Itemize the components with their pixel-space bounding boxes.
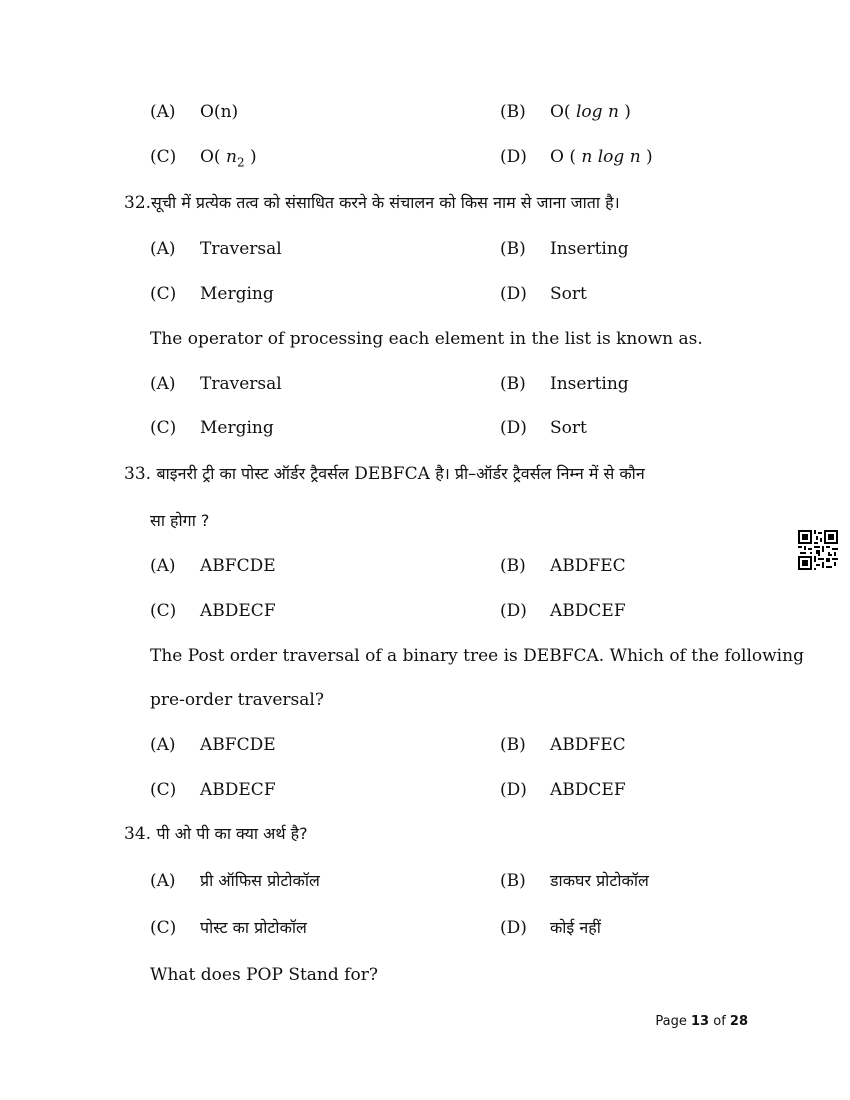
q34-hindi-option-b: (B) डाकघर प्रोटोकॉल xyxy=(500,871,649,891)
q32-hindi-options-row-1 xyxy=(150,235,770,263)
q31-option-d: (D) O ( n log n ) xyxy=(500,147,653,167)
q32-english-option-c: (C) Merging xyxy=(150,418,274,438)
q33-hindi-option-d: (D) ABDCEF xyxy=(500,601,626,621)
q31-options-row-1 xyxy=(150,98,770,126)
q32-hindi-option-a: (A) Traversal xyxy=(150,239,282,259)
q33-number: 33. xyxy=(124,464,152,484)
q33-hindi-options-row-1 xyxy=(150,552,770,580)
q34-hindi-option-d: (D) कोई नहीं xyxy=(500,918,601,938)
q34-hindi-option-c: (C) पोस्ट का प्रोटोकॉल xyxy=(150,918,307,938)
q33-english-option-b: (B) ABDFEC xyxy=(500,735,626,755)
q33-english-option-c: (C) ABDECF xyxy=(150,780,276,800)
q32-hindi-option-d: (D) Sort xyxy=(500,284,587,304)
q33-hindi-option-c: (C) ABDECF xyxy=(150,601,276,621)
q34-english-question: What does POP Stand for? xyxy=(150,965,378,985)
q32-hindi-question: 32.सूची में प्रत्येक तत्व को संसाधित करने के संचालन को किस नाम से जाना जाता है। xyxy=(124,193,620,213)
q32-english-question: The operator of processing each element in the list is known as. xyxy=(150,329,703,349)
q32-english-option-d: (D) Sort xyxy=(500,418,587,438)
q31-option-b: (B) O( log n ) xyxy=(500,102,631,122)
q34-hindi-option-a: (A) प्री ऑफिस प्रोटोकॉल xyxy=(150,871,320,891)
page-number: Page 13 of 28 xyxy=(655,1014,748,1029)
q32-hindi-option-c: (C) Merging xyxy=(150,284,274,304)
q33-hindi-option-a: (A) ABFCDE xyxy=(150,556,276,576)
q34-hindi-options-row-2 xyxy=(150,914,770,942)
q34-number: 34. xyxy=(124,824,152,844)
q33-hindi-question-line-2: सा होगा ? xyxy=(150,511,210,530)
q31-option-c: (C) O( $n_2$ ) xyxy=(150,147,257,170)
qr-code-icon xyxy=(798,530,838,570)
q31-options-row-2 xyxy=(150,143,770,171)
q33-hindi-option-b: (B) ABDFEC xyxy=(500,556,626,576)
q32-english-options-row-1 xyxy=(150,370,770,398)
q32-english-options-row-2 xyxy=(150,414,770,442)
q33-hindi-question-line-1: 33. बाइनरी ट्री का पोस्ट ऑर्डर ट्रैवर्सल DEBFCA है। प्री–ऑर्डर ट्रैवर्सल निम्न में से कौन xyxy=(124,464,645,484)
q33-english-question-line-2: pre-order traversal? xyxy=(150,690,324,710)
q32-english-option-b: (B) Inserting xyxy=(500,374,629,394)
q32-hindi-options-row-2 xyxy=(150,280,770,308)
q32-hindi-option-b: (B) Inserting xyxy=(500,239,629,259)
q33-english-option-d: (D) ABDCEF xyxy=(500,780,626,800)
q33-english-options-row-1 xyxy=(150,731,770,759)
q34-hindi-question: 34. पी ओ पी का क्या अर्थ है? xyxy=(124,824,308,844)
q34-hindi-options-row-1 xyxy=(150,867,770,895)
q33-english-question-line-1: The Post order traversal of a binary tree is DEBFCA. Which of the following xyxy=(150,646,804,666)
q33-english-option-a: (A) ABFCDE xyxy=(150,735,276,755)
q33-hindi-options-row-2 xyxy=(150,597,770,625)
q32-number: 32. xyxy=(124,193,152,213)
q33-english-options-row-2 xyxy=(150,776,770,804)
q32-english-option-a: (A) Traversal xyxy=(150,374,282,394)
q31-option-a: (A) O(n) xyxy=(150,102,239,122)
